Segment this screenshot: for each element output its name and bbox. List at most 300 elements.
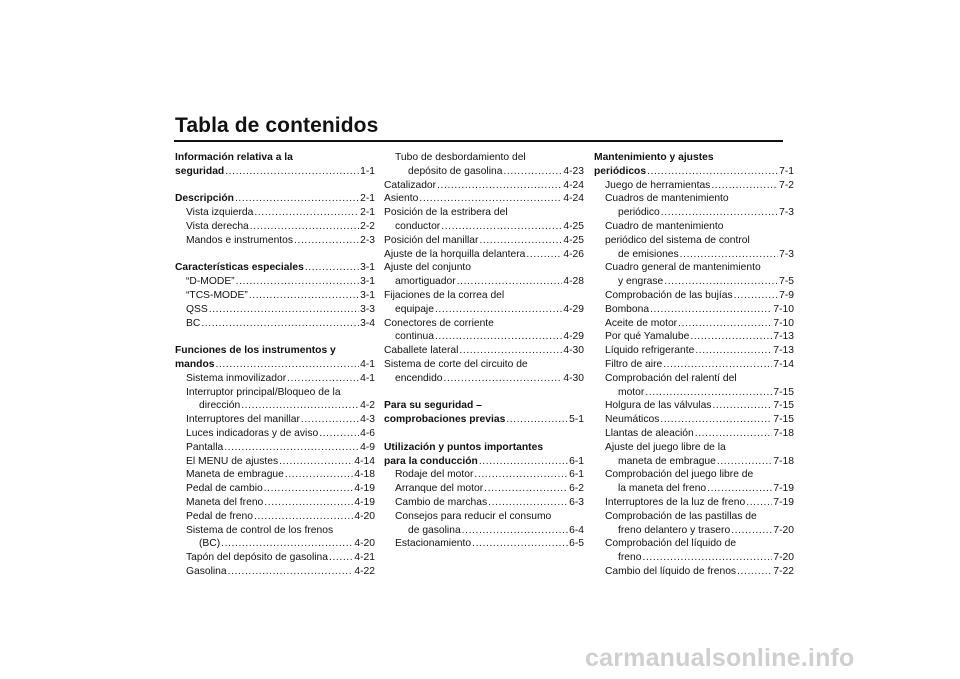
toc-entry-row [384, 496, 584, 510]
toc-entry[interactable] [384, 192, 584, 206]
dot-leader [526, 248, 562, 262]
toc-entry-page: 3-1 [360, 262, 375, 274]
toc-entry-row [594, 206, 794, 220]
toc-entry[interactable] [384, 358, 584, 386]
toc-entry-label: Cambio de marchas [395, 496, 488, 508]
toc-entry-row [175, 303, 375, 317]
toc-entry-row [175, 427, 375, 441]
toc-entry[interactable] [175, 455, 375, 469]
toc-entry-label: Rodaje del motor [395, 469, 474, 481]
toc-entry[interactable] [594, 289, 794, 303]
toc-entry[interactable] [594, 413, 794, 427]
toc-entry-page: 7-15 [773, 386, 794, 398]
toc-entry-label: Cambio del líquido de frenos [605, 565, 737, 577]
toc-entry-page: 3-1 [360, 276, 375, 288]
dot-leader [503, 165, 562, 179]
toc-entry-page: 4-6 [360, 427, 375, 439]
toc-entry-label: Estacionamiento [395, 538, 472, 550]
toc-entry-lead: Fijaciones de la correa del [384, 289, 505, 301]
dot-leader [712, 399, 772, 413]
toc-entry-label: Pantalla [186, 441, 224, 453]
toc-entry-lead: Cuadro de mantenimiento [605, 220, 724, 232]
toc-entry[interactable] [384, 344, 584, 358]
dot-leader [474, 468, 568, 482]
toc-entry[interactable] [175, 275, 375, 289]
toc-entry[interactable] [175, 303, 375, 317]
toc-column-2 [384, 151, 584, 551]
toc-entry-label: Neumáticos [605, 414, 660, 426]
toc-entry[interactable] [384, 441, 584, 469]
dot-leader [228, 565, 354, 579]
toc-entry-lead: Sistema de corte del circuito de [384, 358, 528, 370]
toc-entry-label: Mandos e instrumentos [186, 234, 294, 246]
toc-entry-label: El MENU de ajustes [186, 455, 279, 467]
toc-entry-page: 4-9 [360, 441, 375, 453]
dot-leader [254, 206, 359, 220]
toc-entry-label: Pedal de cambio [186, 483, 263, 495]
dot-leader [249, 289, 359, 303]
toc-entry-page: 4-2 [360, 400, 375, 412]
toc-entry-row [384, 413, 584, 427]
toc-entry-page: 4-29 [563, 331, 584, 343]
toc-entry-row [594, 179, 794, 193]
toc-entry-page: 3-4 [360, 317, 375, 329]
toc-entry-label: y engrase [618, 276, 664, 288]
dot-leader [221, 537, 353, 551]
toc-entry-label: “D-MODE” [186, 276, 235, 288]
toc-entry-label: Interruptores del manillar [186, 414, 300, 426]
toc-entry-label: Tapón del depósito de gasolina [186, 552, 328, 564]
toc-entry-label: Posición del manillar [384, 234, 479, 246]
toc-entry-page: 7-20 [773, 552, 794, 564]
toc-entry[interactable] [175, 496, 375, 510]
toc-entry[interactable] [384, 248, 584, 262]
toc-gap [175, 179, 375, 193]
toc-entry-label: Descripción [175, 193, 234, 205]
toc-entry-row [175, 317, 375, 331]
toc-entry[interactable] [175, 317, 375, 331]
toc-entry-page: 4-3 [360, 414, 375, 426]
title-rule [174, 140, 783, 142]
dot-leader [488, 496, 568, 510]
toc-entry[interactable] [175, 524, 375, 552]
toc-entry-label: continua [395, 331, 434, 343]
dot-leader [235, 192, 359, 206]
dot-leader [642, 551, 772, 565]
toc-entry[interactable] [175, 372, 375, 386]
toc-entry-row [175, 372, 375, 386]
toc-entry-label: Gasolina [186, 565, 227, 577]
toc-entry-page: 4-25 [563, 234, 584, 246]
dot-leader [707, 482, 772, 496]
dot-leader [484, 482, 568, 496]
toc-entry[interactable] [384, 151, 584, 179]
toc-entry-label: Holgura de las válvulas [605, 400, 712, 412]
toc-entry-row [175, 261, 375, 275]
toc-entry-row [594, 551, 794, 565]
toc-entry[interactable] [175, 206, 375, 220]
toc-entry-page: 7-13 [773, 345, 794, 357]
toc-entry-label: Filtro de aire [605, 358, 663, 370]
toc-entry-row [594, 524, 794, 538]
toc-entry[interactable] [594, 565, 794, 579]
toc-entry[interactable] [175, 482, 375, 496]
toc-entry-page: 7-15 [773, 400, 794, 412]
toc-entry[interactable] [594, 179, 794, 193]
toc-entry-lead: periódico del sistema de control [605, 234, 750, 246]
toc-entry[interactable] [384, 179, 584, 193]
toc-entry-row [175, 206, 375, 220]
toc-entry-page: 7-1 [779, 165, 794, 177]
toc-column-3 [594, 151, 794, 579]
toc-entry-row [175, 551, 375, 565]
toc-entry[interactable] [594, 151, 794, 179]
toc-entry[interactable] [175, 234, 375, 248]
dot-leader [264, 482, 354, 496]
toc-entry[interactable] [594, 220, 794, 261]
toc-entry-page: 7-10 [773, 317, 794, 329]
toc-entry-row [175, 565, 375, 579]
toc-entry[interactable] [384, 468, 584, 482]
dot-leader [287, 372, 359, 386]
toc-entry-page: 4-1 [360, 358, 375, 370]
dot-leader [457, 275, 563, 289]
dot-leader [236, 275, 359, 289]
toc-entry-label: Llantas de aleación [605, 427, 694, 439]
toc-entry-label: conductor [395, 220, 441, 232]
toc-entry-lead: Cuadro general de mantenimiento [605, 262, 761, 274]
dot-leader [479, 234, 562, 248]
toc-entry-row [175, 510, 375, 524]
toc-entry[interactable] [594, 496, 794, 510]
dot-leader [301, 413, 359, 427]
toc-entry-row [384, 192, 584, 206]
toc-entry[interactable] [384, 496, 584, 510]
toc-gap [175, 330, 375, 344]
toc-entry-page: 7-9 [779, 289, 794, 301]
toc-entry[interactable] [175, 261, 375, 275]
dot-leader [660, 413, 772, 427]
toc-entry-page: 7-14 [773, 358, 794, 370]
toc-entry-lead: Para su seguridad – [384, 400, 482, 412]
toc-entry-lead: Mantenimiento y ajustes [594, 152, 714, 163]
dot-leader [419, 192, 562, 206]
toc-entry-label: Vista izquierda [186, 207, 254, 219]
toc-entry[interactable] [384, 399, 584, 427]
toc-entry-label: Interruptores de la luz de freno [605, 496, 746, 508]
toc-entry-page: 6-1 [569, 469, 584, 481]
toc-entry[interactable] [594, 468, 794, 496]
toc-entry-page: 4-14 [354, 455, 375, 467]
toc-entry-label: encendido [395, 372, 443, 384]
dot-leader [225, 165, 359, 179]
toc-entry-lead: Comprobación del ralentí del [605, 372, 737, 384]
toc-entry-label: comprobaciones previas [384, 414, 506, 426]
toc-entry-row [384, 165, 584, 179]
toc-entry[interactable] [175, 427, 375, 441]
toc-entry-label: Sistema inmovilizador [186, 372, 287, 384]
toc-entry-row [175, 482, 375, 496]
toc-entry-label: Ajuste de la horquilla delantera [384, 248, 526, 260]
toc-entry[interactable] [594, 372, 794, 400]
toc-entry-row [384, 220, 584, 234]
dot-leader [329, 551, 353, 565]
dot-leader [661, 206, 778, 220]
page-title: Tabla de contenidos [175, 114, 379, 137]
toc-entry-label: Características especiales [175, 262, 304, 274]
toc-entry-page: 4-30 [563, 345, 584, 357]
dot-leader [305, 261, 359, 275]
toc-entry-page: 4-20 [354, 538, 375, 550]
toc-entry[interactable] [384, 289, 584, 317]
toc-entry-row [175, 468, 375, 482]
toc-entry-label: “TCS-MODE” [186, 289, 248, 301]
toc-entry-row [384, 455, 584, 469]
toc-entry-lead: Consejos para reducir el consumo [395, 510, 552, 522]
toc-entry-label: freno [618, 552, 642, 564]
toc-entry-page: 4-1 [360, 372, 375, 384]
toc-entry-page: 7-13 [773, 331, 794, 343]
toc-entry-row [594, 482, 794, 496]
toc-entry-row [175, 496, 375, 510]
toc-entry-page: 3-1 [360, 289, 375, 301]
toc-entry-lead: Utilización y puntos importantes [384, 441, 544, 453]
toc-entry[interactable] [175, 413, 375, 427]
dot-leader [695, 344, 772, 358]
dot-leader [717, 455, 773, 469]
toc-entry-page: 4-30 [563, 372, 584, 384]
toc-entry-label: equipaje [395, 303, 434, 315]
dot-leader [444, 372, 563, 386]
toc-entry-row [594, 399, 794, 413]
toc-entry-label: seguridad [175, 165, 225, 177]
toc-entry-label: de emisiones [618, 248, 679, 260]
toc-entry-page: 5-1 [569, 414, 584, 426]
dot-leader [690, 330, 772, 344]
toc-entry-lead: Información relativa a la [175, 152, 293, 163]
toc-entry-page: 2-3 [360, 234, 375, 246]
toc-entry[interactable] [594, 510, 794, 538]
toc-entry-label: Juego de herramientas [605, 179, 711, 191]
toc-entry-row [384, 524, 584, 538]
toc-entry-label: motor [618, 386, 645, 398]
toc-entry-row [384, 537, 584, 551]
toc-entry-row [384, 344, 584, 358]
toc-entry-lead: Tubo de desbordamiento del [395, 152, 526, 163]
toc-entry-page: 7-19 [773, 483, 794, 495]
toc-entry[interactable] [384, 317, 584, 345]
toc-entry[interactable] [175, 441, 375, 455]
dot-leader [279, 455, 353, 469]
dot-leader [650, 303, 772, 317]
toc-entry-page: 4-22 [354, 565, 375, 577]
toc-entry-label: Aceite de motor [605, 317, 678, 329]
toc-entry-label: Pedal de freno [186, 510, 253, 522]
dot-leader [647, 165, 778, 179]
toc-entry-row [384, 468, 584, 482]
toc-entry[interactable] [384, 510, 584, 538]
toc-entry-page: 3-3 [360, 303, 375, 315]
toc-entry[interactable] [594, 344, 794, 358]
dot-leader [285, 468, 354, 482]
dot-leader [209, 303, 359, 317]
toc-entry-label: BC [186, 317, 201, 329]
toc-entry-page: 7-10 [773, 303, 794, 315]
toc-gap [384, 427, 584, 441]
toc-entry-page: 4-25 [563, 220, 584, 232]
toc-entry-row [594, 275, 794, 289]
dot-leader [441, 220, 562, 234]
toc-entry-label: QSS [186, 303, 208, 315]
toc-entry-label: Comprobación de las bujías [605, 289, 733, 301]
toc-entry-page: 7-22 [773, 565, 794, 577]
toc-entry-lead: Cuadros de mantenimiento [605, 193, 729, 205]
toc-entry[interactable] [384, 234, 584, 248]
toc-entry[interactable] [175, 344, 375, 372]
toc-entry[interactable] [594, 537, 794, 565]
toc-entry[interactable] [384, 206, 584, 234]
toc-entry[interactable] [594, 261, 794, 289]
toc-entry-page: 7-15 [773, 414, 794, 426]
dot-leader [663, 358, 772, 372]
toc-entry-page: 2-1 [360, 207, 375, 219]
toc-entry[interactable] [175, 386, 375, 414]
toc-entry-row [175, 455, 375, 469]
dot-leader [241, 399, 359, 413]
toc-entry-page: 4-23 [563, 165, 584, 177]
toc-entry-lead: Interruptor principal/Bloqueo de la [186, 386, 341, 398]
toc-entry[interactable] [594, 358, 794, 372]
toc-entry-row [175, 220, 375, 234]
toc-entry-row [594, 386, 794, 400]
toc-entry-page: 7-2 [779, 179, 794, 191]
toc-entry-page: 7-3 [779, 248, 794, 260]
toc-entry-row [384, 179, 584, 193]
toc-entry[interactable] [594, 317, 794, 331]
toc-entry-row [594, 248, 794, 262]
toc-entry-page: 4-18 [354, 469, 375, 481]
toc-entry-row [594, 427, 794, 441]
toc-entry-label: depósito de gasolina [408, 165, 503, 177]
toc-entry-page: 1-1 [360, 165, 375, 177]
toc-entry-page: 7-3 [779, 207, 794, 219]
toc-entry-label: Caballete lateral [384, 345, 459, 357]
toc-entry-row [594, 358, 794, 372]
toc-entry-page: 4-20 [354, 510, 375, 522]
toc-entry[interactable] [384, 537, 584, 551]
toc-entry-row [175, 413, 375, 427]
dot-leader [264, 496, 353, 510]
toc-entry-page: 7-18 [773, 455, 794, 467]
watermark: carmanualsonline.info [585, 644, 855, 672]
toc-entry[interactable] [175, 192, 375, 206]
toc-entry-label: Vista derecha [186, 220, 249, 232]
dot-leader [746, 496, 772, 510]
dot-leader [201, 317, 359, 331]
dot-leader [294, 234, 359, 248]
toc-entry-label: periódico [618, 207, 660, 219]
toc-entry-label: (BC) [199, 538, 221, 550]
dot-leader [506, 413, 568, 427]
toc-entry[interactable] [175, 510, 375, 524]
toc-entry[interactable] [175, 468, 375, 482]
toc-entry-label: Maneta del freno [186, 496, 264, 508]
toc-entry-label: Luces indicadoras y de aviso [186, 427, 319, 439]
toc-entry[interactable] [594, 330, 794, 344]
dot-leader [711, 179, 778, 193]
toc-entry-label: Asiento [384, 193, 419, 205]
toc-entry-row [175, 537, 375, 551]
toc-entry-row [175, 192, 375, 206]
toc-entry[interactable] [175, 289, 375, 303]
toc-entry-page: 6-4 [569, 524, 584, 536]
toc-entry-row [175, 441, 375, 455]
toc-entry[interactable] [594, 303, 794, 317]
dot-leader [645, 386, 772, 400]
dot-leader [435, 330, 562, 344]
toc-entry-label: amortiguador [395, 276, 456, 288]
toc-entry-label: Arranque del motor [395, 483, 484, 495]
toc-entry-row [175, 234, 375, 248]
toc-entry-row [175, 289, 375, 303]
toc-entry[interactable] [384, 261, 584, 289]
toc-entry-label: Catalizador [384, 179, 437, 191]
toc-entry-row [384, 248, 584, 262]
dot-leader [737, 565, 772, 579]
dot-leader [437, 179, 562, 193]
toc-entry-label: Bombona [605, 303, 650, 315]
dot-leader [224, 441, 359, 455]
toc-entry[interactable] [175, 551, 375, 565]
toc-entry-page: 4-28 [563, 276, 584, 288]
toc-entry-label: periódicos [594, 165, 647, 177]
toc-entry-page: 6-5 [569, 538, 584, 550]
dot-leader [254, 510, 353, 524]
toc-entry[interactable] [594, 192, 794, 220]
toc-entry-page: 2-2 [360, 220, 375, 232]
toc-entry-lead: Comprobación del juego libre de [605, 469, 754, 481]
toc-entry[interactable] [175, 151, 375, 179]
toc-entry[interactable] [384, 482, 584, 496]
toc-entry-lead: Comprobación de las pastillas de [605, 510, 757, 522]
toc-entry-page: 6-2 [569, 483, 584, 495]
toc-entry[interactable] [594, 399, 794, 413]
toc-entry-page: 7-20 [773, 524, 794, 536]
toc-entry[interactable] [175, 565, 375, 579]
toc-entry-lead: Comprobación del líquido de [605, 538, 737, 550]
toc-entry-row [384, 275, 584, 289]
toc-entry-lead: Conectores de corriente [384, 317, 494, 329]
toc-entry-page: 4-29 [563, 303, 584, 315]
toc-entry-row [594, 165, 794, 179]
toc-entry-page: 6-1 [569, 455, 584, 467]
dot-leader [215, 358, 359, 372]
toc-entry-page: 4-24 [563, 193, 584, 205]
toc-entry-page: 6-3 [569, 496, 584, 508]
toc-gap [175, 248, 375, 262]
toc-entry[interactable] [175, 220, 375, 234]
toc-entry-page: 7-18 [773, 427, 794, 439]
toc-entry-label: dirección [199, 400, 241, 412]
toc-entry-lead: Sistema de control de los frenos [186, 524, 334, 536]
dot-leader [664, 275, 778, 289]
toc-entry[interactable] [594, 441, 794, 469]
dot-leader [479, 455, 568, 469]
toc-entry-page: 4-24 [563, 179, 584, 191]
toc-entry[interactable] [594, 427, 794, 441]
dot-leader [462, 524, 568, 538]
toc-entry-row [384, 234, 584, 248]
